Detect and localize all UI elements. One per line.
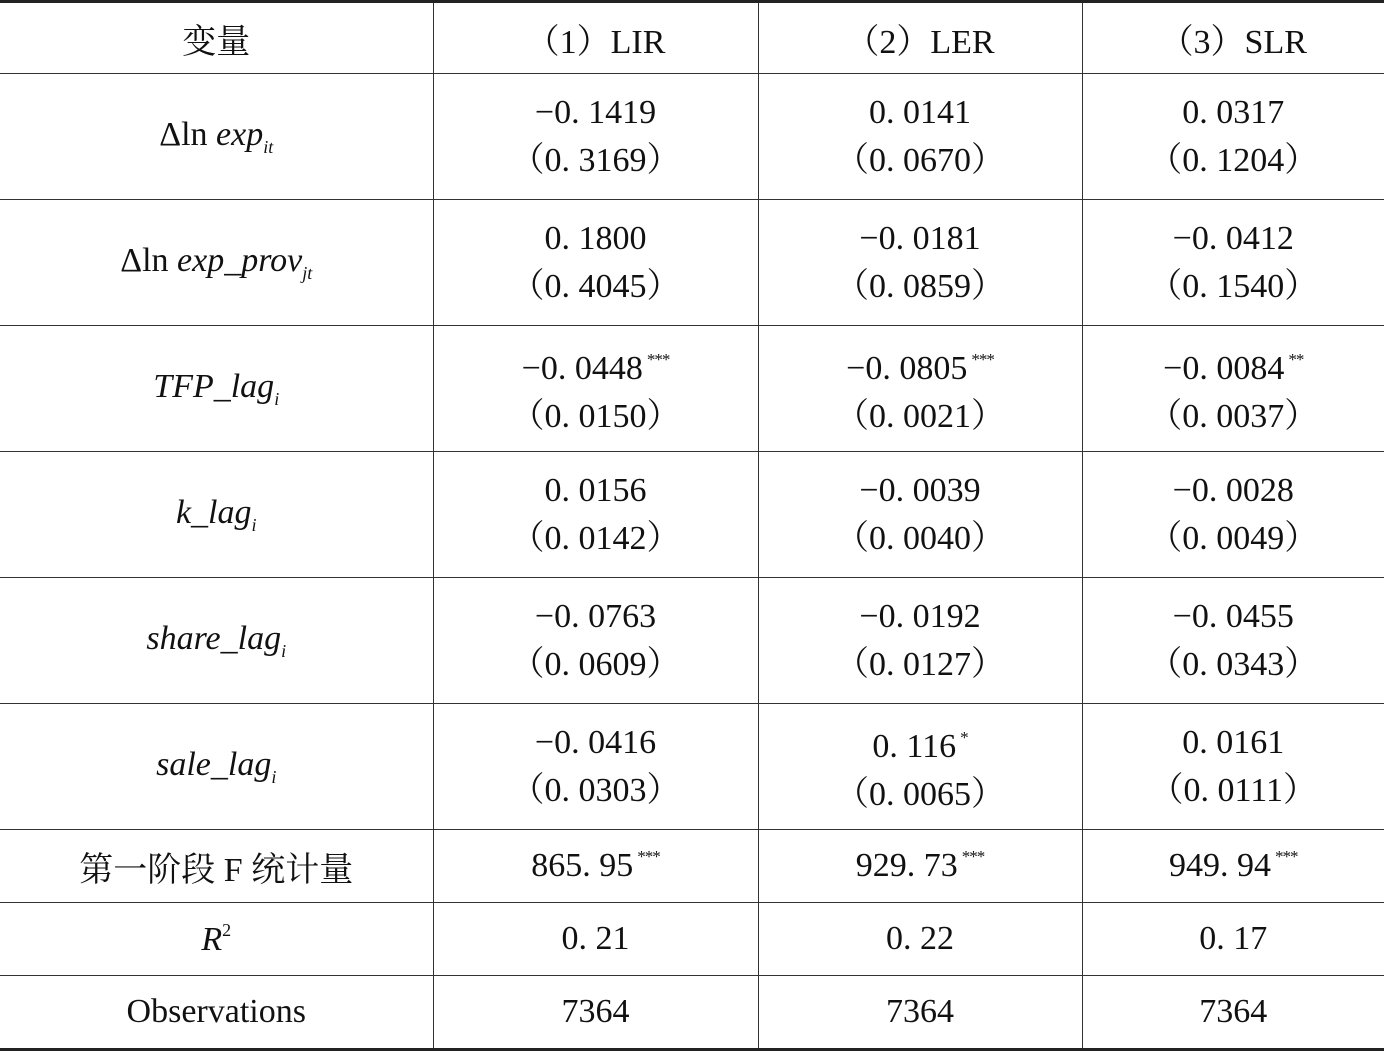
coefficient-value: −0. 0412 bbox=[1172, 219, 1294, 257]
variable-label bbox=[0, 704, 433, 830]
coefficient bbox=[434, 336, 758, 393]
table-row bbox=[0, 326, 1384, 452]
variable-label bbox=[0, 74, 433, 200]
significance-stars: ** bbox=[1288, 350, 1304, 369]
significance-stars: * bbox=[960, 728, 968, 747]
fstat-value: 929. 73 bbox=[855, 847, 958, 884]
standard-error: （0. 0111） bbox=[1149, 771, 1317, 809]
significance-stars: *** bbox=[971, 350, 994, 369]
estimate-cell bbox=[433, 704, 758, 830]
estimate-cell bbox=[1082, 704, 1384, 830]
coefficient-value: −0. 0805 bbox=[846, 350, 968, 387]
r2-label bbox=[0, 903, 433, 976]
estimate-cell bbox=[758, 452, 1082, 578]
standard-error: （0. 0127） bbox=[835, 645, 1005, 683]
label-name: sale_lag bbox=[156, 745, 272, 783]
label-prefix: Δln bbox=[159, 115, 217, 153]
variable-label bbox=[0, 578, 433, 704]
observations-row bbox=[0, 976, 1384, 1050]
coefficient-value: −0. 0192 bbox=[859, 597, 981, 635]
standard-error: （0. 0609） bbox=[510, 645, 681, 683]
estimate-cell bbox=[758, 200, 1082, 326]
significance-stars: *** bbox=[637, 847, 660, 866]
significance-stars: *** bbox=[961, 847, 985, 866]
coefficient-value: −0. 0763 bbox=[534, 597, 657, 635]
estimate-cell bbox=[1082, 200, 1384, 326]
standard-error: （0. 1204） bbox=[1148, 141, 1319, 179]
estimate-cell bbox=[1082, 74, 1384, 200]
fstat-label: 第一阶段 F 统计量 bbox=[0, 830, 433, 903]
standard-error: （0. 0859） bbox=[835, 267, 1005, 305]
variable-label bbox=[0, 452, 433, 578]
coefficient bbox=[434, 719, 758, 767]
coefficient-value: −0. 0039 bbox=[859, 471, 981, 509]
standard-error: （0. 0150） bbox=[510, 398, 681, 435]
fstat-row bbox=[0, 830, 1384, 903]
standard-error: （0. 0040） bbox=[835, 519, 1005, 557]
standard-error: （0. 0021） bbox=[835, 398, 1005, 435]
estimate-cell bbox=[1082, 578, 1384, 704]
standard-error: （0. 0303） bbox=[510, 771, 681, 809]
estimate-cell bbox=[758, 704, 1082, 830]
coefficient bbox=[759, 714, 1082, 771]
standard-error: （0. 0037） bbox=[1148, 398, 1319, 435]
coefficient bbox=[434, 89, 758, 137]
standard-error: （0. 1540） bbox=[1148, 267, 1319, 305]
r2-cell: 0. 21 bbox=[433, 903, 758, 976]
standard-error: （0. 4045） bbox=[510, 267, 681, 305]
header-col3: （3）SLR bbox=[1082, 2, 1384, 74]
label-name: exp bbox=[216, 115, 264, 153]
table-body bbox=[0, 74, 1384, 1050]
coefficient-value: −0. 0181 bbox=[859, 219, 981, 257]
coefficient-value: −0. 0028 bbox=[1172, 471, 1294, 509]
coefficient bbox=[434, 215, 758, 263]
fstat-cell bbox=[433, 830, 758, 903]
coefficient bbox=[1083, 336, 1384, 393]
fstat-cell bbox=[758, 830, 1082, 903]
coefficient-value: 0. 116 bbox=[872, 728, 957, 765]
coefficient bbox=[759, 336, 1082, 393]
table-row bbox=[0, 704, 1384, 830]
label-subscript: i bbox=[274, 388, 280, 409]
r2-exponent: 2 bbox=[222, 919, 232, 940]
label-prefix: Δln bbox=[120, 241, 178, 279]
r2-symbol: R bbox=[201, 920, 223, 958]
label-name: exp_prov bbox=[177, 241, 303, 279]
coefficient-value: 0. 0161 bbox=[1182, 723, 1285, 761]
fstat-cell bbox=[1082, 830, 1384, 903]
observations-label: Observations bbox=[0, 976, 433, 1050]
estimate-cell bbox=[433, 452, 758, 578]
header-col2: （2）LER bbox=[758, 2, 1082, 74]
fstat-value: 949. 94 bbox=[1169, 847, 1271, 884]
fstat-value: 865. 95 bbox=[531, 847, 634, 884]
coefficient bbox=[434, 593, 758, 641]
significance-stars: *** bbox=[646, 350, 670, 369]
table-row bbox=[0, 74, 1384, 200]
coefficient-value: 0. 0156 bbox=[544, 471, 647, 509]
standard-error: （0. 0670） bbox=[835, 141, 1005, 179]
estimate-cell bbox=[433, 578, 758, 704]
label-name: share_lag bbox=[146, 619, 282, 657]
coefficient-value: 0. 0317 bbox=[1182, 93, 1285, 131]
estimate-cell bbox=[433, 326, 758, 452]
label-name: TFP_lag bbox=[153, 367, 275, 405]
estimate-cell bbox=[433, 200, 758, 326]
table-row bbox=[0, 452, 1384, 578]
observations-cell: 7364 bbox=[433, 976, 758, 1050]
label-subscript: i bbox=[271, 766, 277, 787]
coefficient-value: −0. 0455 bbox=[1172, 597, 1294, 635]
coefficient bbox=[759, 593, 1082, 641]
coefficient bbox=[759, 89, 1082, 137]
standard-error: （0. 0065） bbox=[835, 776, 1005, 813]
header-variable: 变量 bbox=[0, 2, 433, 74]
coefficient bbox=[1083, 215, 1384, 263]
r2-cell: 0. 17 bbox=[1082, 903, 1384, 976]
coefficient-value: −0. 0416 bbox=[534, 723, 657, 761]
label-subscript: jt bbox=[302, 262, 313, 283]
header-row bbox=[0, 2, 1384, 74]
coefficient bbox=[434, 467, 758, 515]
standard-error: （0. 0343） bbox=[1148, 645, 1319, 683]
r2-cell: 0. 22 bbox=[758, 903, 1082, 976]
coefficient bbox=[1083, 593, 1384, 641]
observations-cell: 7364 bbox=[1082, 976, 1384, 1050]
significance-stars: *** bbox=[1275, 847, 1298, 866]
observations-cell: 7364 bbox=[758, 976, 1082, 1050]
table-row bbox=[0, 200, 1384, 326]
estimate-cell bbox=[758, 326, 1082, 452]
estimate-cell bbox=[758, 578, 1082, 704]
label-name: k_lag bbox=[175, 493, 252, 531]
coefficient-value: 0. 0141 bbox=[869, 93, 971, 131]
standard-error: （0. 0049） bbox=[1148, 519, 1319, 557]
label-subscript: i bbox=[251, 514, 257, 535]
variable-label bbox=[0, 326, 433, 452]
header-col1: （1）LIR bbox=[433, 2, 758, 74]
coefficient-value: −0. 1419 bbox=[534, 93, 657, 131]
estimate-cell bbox=[433, 74, 758, 200]
coefficient-value: −0. 0448 bbox=[521, 350, 643, 387]
estimate-cell bbox=[1082, 326, 1384, 452]
estimate-cell bbox=[758, 74, 1082, 200]
r2-row bbox=[0, 903, 1384, 976]
coefficient-value: −0. 0084 bbox=[1163, 350, 1285, 387]
standard-error: （0. 0142） bbox=[510, 519, 681, 557]
coefficient bbox=[1083, 719, 1384, 767]
label-subscript: it bbox=[263, 136, 274, 157]
table-row bbox=[0, 578, 1384, 704]
label-subscript: i bbox=[281, 640, 287, 661]
coefficient bbox=[1083, 89, 1384, 137]
coefficient-value: 0. 1800 bbox=[544, 219, 647, 257]
estimate-cell bbox=[1082, 452, 1384, 578]
coefficient bbox=[1083, 467, 1384, 515]
coefficient bbox=[759, 215, 1082, 263]
variable-label bbox=[0, 200, 433, 326]
standard-error: （0. 3169） bbox=[510, 141, 681, 179]
coefficient bbox=[759, 467, 1082, 515]
